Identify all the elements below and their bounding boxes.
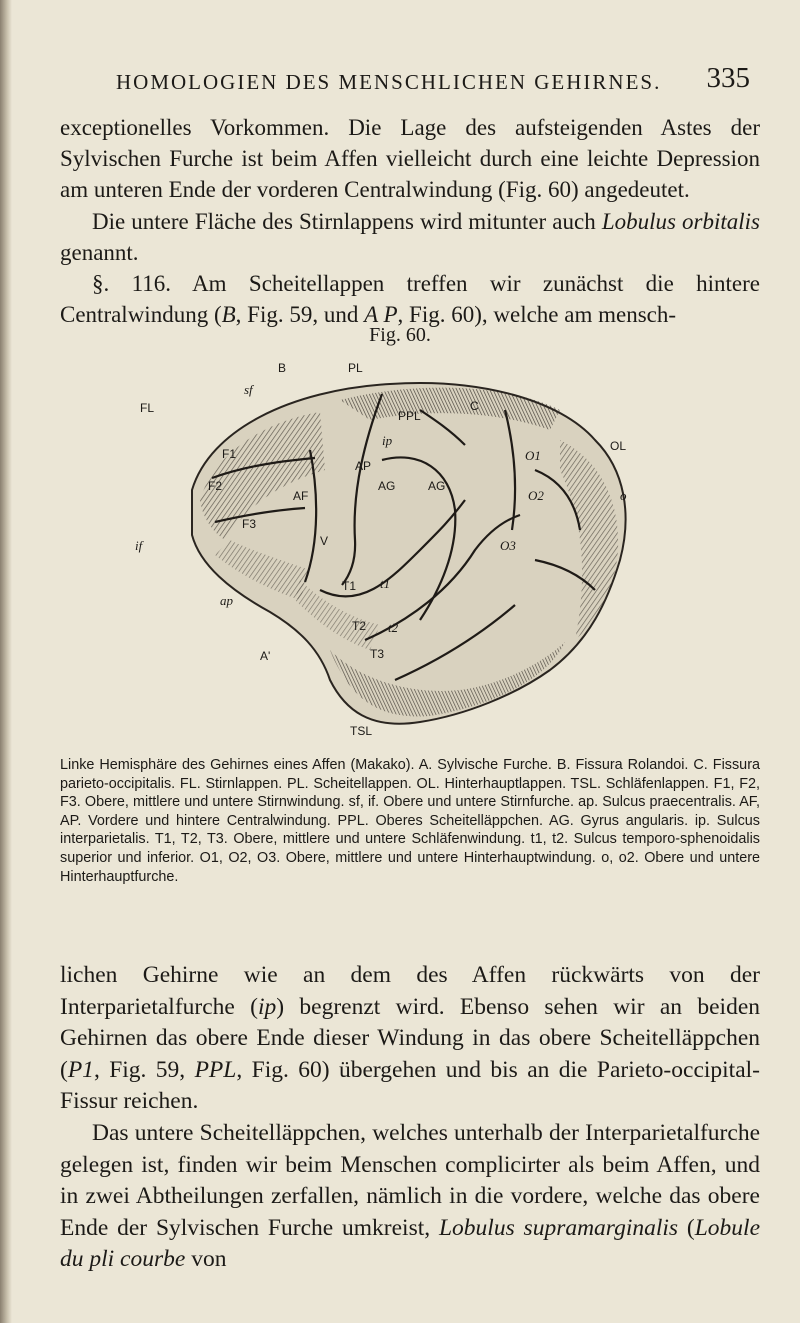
text-run: §. 116. Am Scheitellappen treffen wir zunächst die hintere Centralwindung ( bbox=[60, 271, 760, 328]
italic-term: B bbox=[221, 302, 236, 328]
text-run: exceptionelles Vorkommen. Die Lage des aufsteigenden Astes der Sylvischen Furche ist beim Affen vielleicht durch eine leichte Depression am unteren Ende der vorderen Centralwindung (Fig. 60) angedeutet. bbox=[60, 115, 760, 203]
label-ip: ip bbox=[382, 433, 393, 448]
label-F3: F3 bbox=[242, 517, 257, 531]
text-run: , Fig. 59, und bbox=[235, 302, 365, 328]
text-run: ( bbox=[678, 1214, 695, 1241]
text-run: Die untere Fläche des Stirnlappens wird mitunter auch bbox=[92, 208, 602, 234]
label-PL: PL bbox=[348, 361, 363, 375]
running-header bbox=[66, 62, 750, 106]
italic-term: P1 bbox=[67, 1056, 94, 1083]
label-AG-1: AG bbox=[378, 479, 396, 493]
label-o: o bbox=[620, 488, 627, 503]
paragraph bbox=[60, 112, 760, 206]
text-run: , Fig. 60), welche am mensch- bbox=[397, 302, 677, 328]
label-F1: F1 bbox=[222, 447, 237, 461]
label-T2: T2 bbox=[352, 619, 367, 633]
label-FL: FL bbox=[140, 401, 155, 415]
text-run: , Fig. 59, bbox=[93, 1056, 195, 1083]
label-A: A' bbox=[260, 649, 271, 663]
label-T1: T1 bbox=[342, 579, 357, 593]
label-sf: sf bbox=[244, 382, 253, 397]
text-run: Das untere Scheitelläppchen, welches unterhalb der Interparietalfurche gelegen ist, finden wir beim Menschen complicirter als beim Affen, und in zwei Abtheilungen zerfallen, nämlich in die vordere, welche das obere Ende der Sylvischen Furche umkreist, bbox=[60, 1119, 760, 1241]
text-run: von bbox=[185, 1246, 227, 1273]
label-if: if bbox=[135, 538, 143, 553]
italic-term: Lobule du pli courbe bbox=[60, 1214, 761, 1273]
paragraph bbox=[60, 206, 760, 268]
label-PPL: PPL bbox=[398, 409, 421, 423]
label-O3: O3 bbox=[500, 538, 516, 553]
italic-term: ip bbox=[257, 993, 277, 1020]
label-O2: O2 bbox=[528, 488, 544, 503]
label-F2: F2 bbox=[208, 479, 223, 493]
paragraph bbox=[60, 960, 760, 1118]
text-run: , Fig. 60) übergehen und bis an die Parieto-occipital-Fissur reichen. bbox=[60, 1056, 760, 1115]
body-text-top bbox=[60, 112, 760, 330]
label-t1: t1 bbox=[380, 576, 391, 591]
label-O1: O1 bbox=[525, 448, 541, 463]
text-run: lichen Gehirne wie an dem des Affen rückwärts von der Interparietalfurche ( bbox=[60, 962, 760, 1020]
italic-term: PPL bbox=[194, 1056, 237, 1083]
label-AP: AP bbox=[355, 459, 372, 473]
page-number: 335 bbox=[706, 62, 750, 94]
italic-term: A P bbox=[364, 302, 398, 328]
text-run: ) begrenzt wird. Ebenso sehen wir an beiden Gehirnen das obere Ende dieser Windung in das obere Scheitelläppchen ( bbox=[60, 993, 760, 1083]
label-AG-2: AG bbox=[428, 479, 446, 493]
paragraph bbox=[60, 268, 760, 330]
paragraph bbox=[60, 1118, 760, 1276]
figure-title: Fig. 60. bbox=[369, 324, 431, 346]
label-AF: AF bbox=[293, 489, 309, 503]
label-TSL: TSL bbox=[350, 724, 373, 738]
label-t2: t2 bbox=[388, 620, 399, 635]
page-binding-edge bbox=[0, 0, 12, 1323]
label-V: V bbox=[320, 534, 329, 548]
label-T3: T3 bbox=[370, 647, 385, 661]
figure-caption bbox=[60, 756, 760, 886]
label-OL: OL bbox=[610, 439, 627, 453]
italic-term: Lobulus orbitalis bbox=[601, 208, 760, 234]
body-text-bottom bbox=[60, 960, 760, 1276]
brain-hemisphere-figure bbox=[120, 350, 710, 745]
running-title: HOMOLOGIEN DES MENSCHLICHEN GEHIRNES. bbox=[116, 70, 662, 94]
label-C: C bbox=[470, 399, 479, 413]
label-ap: ap bbox=[220, 593, 233, 608]
caption-text: Linke Hemisphäre des Gehirnes eines Affen (Makako). A. Sylvische Furche. B. Fissura Rolandoi. C. Fissura parieto-occipitalis. FL. Stirnlappen. PL. Scheitellappen. OL. Hinterhauptlappen. TSL. Schläfenlappen. F1, F2, F3. Obere, mittlere und untere Stirnwindung. sf, if. Obere und untere Stirnfurche. ap. Sulcus praecentralis. AF, AP. Vordere und hintere Centralwindung. PPL. Oberes Scheitelläppchen. AG. Gyrus angularis. ip. Sulcus interparietalis. T1, T2, T3. Obere, mittlere und untere Schläfenwindung. t1, t2. Sulcus temporo-sphenoidalis superior und inferior. O1, O2, O3. Obere, mittlere und untere Hinterhauptwindung. o, o2. Obere und untere Hinterhauptfurche. bbox=[60, 757, 760, 885]
text-run: genannt. bbox=[60, 239, 139, 265]
label-B: B bbox=[278, 361, 287, 375]
italic-term: Lobulus supramarginalis bbox=[438, 1214, 679, 1241]
